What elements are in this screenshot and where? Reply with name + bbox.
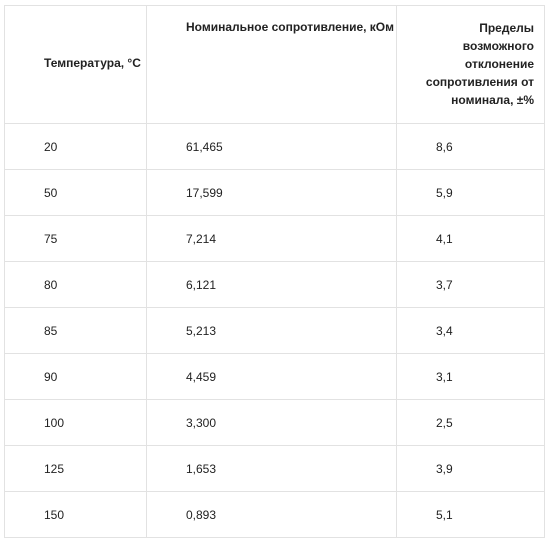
cell-tolerance: 8,6 xyxy=(397,124,545,170)
cell-resistance: 61,465 xyxy=(147,124,397,170)
header-temperature-label: Температура, °С xyxy=(44,56,141,70)
cell-resistance: 4,459 xyxy=(147,354,397,400)
cell-tolerance: 3,4 xyxy=(397,308,545,354)
cell-temperature: 50 xyxy=(5,170,147,216)
table-row xyxy=(5,262,545,308)
table-row xyxy=(5,124,545,170)
cell-resistance: 6,121 xyxy=(147,262,397,308)
cell-temperature: 85 xyxy=(5,308,147,354)
cell-tolerance: 5,1 xyxy=(397,492,545,538)
header-row xyxy=(5,6,545,124)
table-header xyxy=(5,6,545,124)
cell-tolerance: 4,1 xyxy=(397,216,545,262)
cell-temperature: 90 xyxy=(5,354,147,400)
cell-resistance: 17,599 xyxy=(147,170,397,216)
header-nominal-resistance-label: Номинальное сопротивление, кОм xyxy=(186,20,395,34)
cell-temperature: 20 xyxy=(5,124,147,170)
table-row xyxy=(5,170,545,216)
cell-temperature: 75 xyxy=(5,216,147,262)
resistance-table-container xyxy=(4,5,544,538)
table-body xyxy=(5,124,545,538)
table-row xyxy=(5,492,545,538)
cell-tolerance: 3,1 xyxy=(397,354,545,400)
cell-resistance: 1,653 xyxy=(147,446,397,492)
cell-resistance: 3,300 xyxy=(147,400,397,446)
cell-resistance: 0,893 xyxy=(147,492,397,538)
table-row xyxy=(5,354,545,400)
cell-resistance: 7,214 xyxy=(147,216,397,262)
header-tolerance xyxy=(397,6,545,124)
cell-tolerance: 3,7 xyxy=(397,262,545,308)
cell-tolerance: 3,9 xyxy=(397,446,545,492)
cell-tolerance: 2,5 xyxy=(397,400,545,446)
header-tolerance-label: Пределы возможного отклонение сопротивления от номинала, ±% xyxy=(425,21,534,107)
table-row xyxy=(5,446,545,492)
header-temperature xyxy=(5,6,147,124)
table-row xyxy=(5,216,545,262)
cell-temperature: 100 xyxy=(5,400,147,446)
resistance-table xyxy=(4,5,545,538)
cell-temperature: 150 xyxy=(5,492,147,538)
cell-tolerance: 5,9 xyxy=(397,170,545,216)
header-nominal-resistance xyxy=(147,6,397,124)
cell-temperature: 80 xyxy=(5,262,147,308)
cell-temperature: 125 xyxy=(5,446,147,492)
table-row xyxy=(5,400,545,446)
table-row xyxy=(5,308,545,354)
cell-resistance: 5,213 xyxy=(147,308,397,354)
